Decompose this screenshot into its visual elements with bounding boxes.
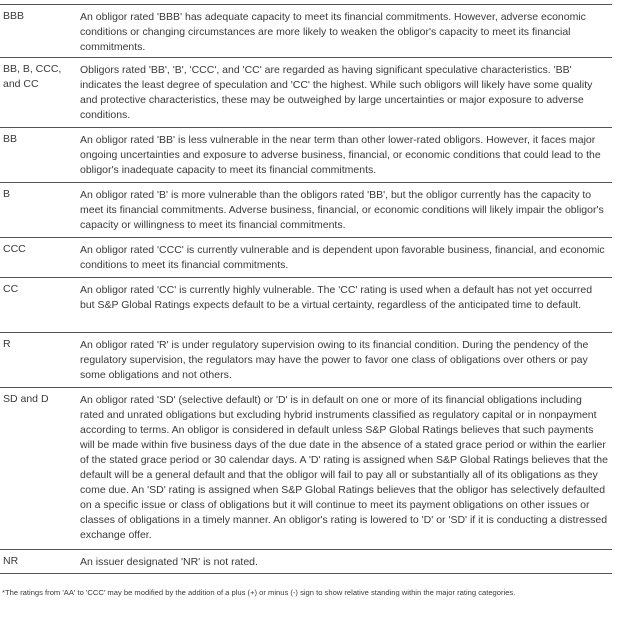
rating-description: Obligors rated 'BB', 'B', 'CCC', and 'CC' are regarded as having significant speculative characteristics. 'BB' indicates the least degree of speculation and 'CC' the highest. While such obligors will likely have some quality and protective characteristics, these may be outweighed by large uncertainties or major exposure to adverse conditions. <box>80 64 593 121</box>
rating-description: An obligor rated 'BB' is less vulnerable in the near term than other lower-rated obligors. However, it faces major ongoing uncertainties and exposure to adverse business, financial, or economic conditions that could lead to the obligor's inadequate capacity to meet its financial commitments. <box>80 134 601 176</box>
rating-description: An obligor rated 'R' is under regulatory supervision owing to its financial condition. During the pendency of the regulatory supervision, the regulators may have the power to favor one class of obligations over others or pay some obligations and not others. <box>80 339 589 381</box>
ratings-definition-table <box>0 4 612 574</box>
table-row <box>0 183 612 238</box>
rating-label: CCC <box>3 243 26 255</box>
table-row <box>0 238 612 278</box>
rating-label: SD and D <box>3 393 49 405</box>
rating-description: An obligor rated 'BBB' has adequate capacity to meet its financial commitments. However, adverse economic conditions or changing circumstances are more likely to weaken the obligor's capacity to meet its financial commitments. <box>80 11 586 53</box>
rating-description: An obligor rated 'CC' is currently highly vulnerable. The 'CC' rating is used when a default has not yet occurred but S&P Global Ratings expects default to be a virtual certainty, regardless of the anticipated time to default. <box>80 284 593 311</box>
rating-description: An obligor rated 'CCC' is currently vulnerable and is dependent upon favorable business, financial, and economic conditions to meet its financial commitments. <box>80 244 605 271</box>
table-row <box>0 128 612 183</box>
table-footnote: *The ratings from 'AA' to 'CCC' may be modified by the addition of a plus (+) or minus (-) sign to show relative standing within the major rating categories. <box>2 588 516 597</box>
rating-label: BB, B, CCC, and CC <box>3 63 62 90</box>
table-row <box>0 333 612 388</box>
rating-label: NR <box>3 555 19 567</box>
table-row <box>0 388 612 550</box>
table-row <box>0 550 612 574</box>
rating-description: An obligor rated 'B' is more vulnerable than the obligors rated 'BB', but the obligor currently has the capacity to meet its financial commitments. Adverse business, financial, or economic conditions will likely impair the obligor's capacity or willingness to meet its financial commitments. <box>80 189 604 231</box>
table-row <box>0 5 612 58</box>
rating-description: An obligor rated 'SD' (selective default) or 'D' is in default on one or more of its financial obligations including rated and unrated obligations but excluding hybrid instruments classified as regulatory capital or in nonpayment according to terms. An obligor is considered in default unless S&P Global Ratings believes that such payments will be made within five business days of the due date in the absence of a stated grace period or within the earlier of the stated grace period or 30 calendar days. A 'D' rating is assigned when S&P Global Ratings believes that the default will be a general default and that the obligor will fail to pay all or substantially all of its obligations as they come due. An 'SD' rating is assigned when S&P Global Ratings believes that the obligor has selectively defaulted on a specific issue or class of obligations but it will continue to meet its payment obligations on other issues or classes of obligations in a timely manner. An obligor's rating is lowered to 'D' or 'SD' if it is conducting a distressed exchange offer. <box>80 394 608 541</box>
rating-label: B <box>3 188 11 200</box>
rating-label: BBB <box>3 10 25 22</box>
table-row <box>0 278 612 333</box>
rating-label: R <box>3 338 11 350</box>
rating-description: An issuer designated 'NR' is not rated. <box>80 556 258 568</box>
rating-label: BB <box>3 133 18 145</box>
table-row <box>0 58 612 128</box>
rating-label: CC <box>3 283 19 295</box>
